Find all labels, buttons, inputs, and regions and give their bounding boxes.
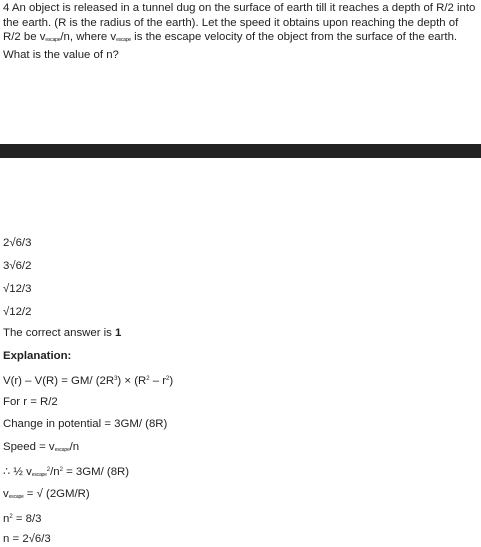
option-1[interactable]: 2√6/3 — [3, 237, 32, 249]
explanation-line-5: ∴ ½ $v_{escape}^2/n^2 = 3GM/$ (8R) — [3, 466, 130, 478]
option-4[interactable]: √12/2 — [3, 306, 32, 318]
question-text: 4 An object is released in a tunnel dug on the surface of earth till it reaches a depth of R/2 into the earth. (R is the radius of the earth). Let the speed it obtains upon reaching the depth of R/2 be $v_{escape}/n$, where $v_{escape}$ is the escape velocity of the object from the surface of the earth. What is the value of n? — [3, 2, 476, 61]
explanation-heading: Explanation: — [3, 350, 72, 362]
explanation-line-4: Speed = $v_{escape}/n$ — [3, 441, 80, 453]
explanation-line-2: For r = R/2 — [3, 396, 58, 408]
subscript-escape: escape — [116, 37, 132, 44]
divider-bar — [0, 144, 481, 158]
answer-value: 1 — [115, 327, 122, 339]
option-3[interactable]: √12/3 — [3, 283, 32, 295]
correct-answer: The correct answer is 1 — [3, 327, 122, 339]
explanation-line-1: V(r) – V(R) = GM/ $(2R^3) \times (R^2 - r^2)$ — [3, 375, 174, 387]
explanation-line-8: n = 2√6/3 — [3, 533, 51, 545]
option-2[interactable]: 3√6/2 — [3, 260, 32, 272]
subscript-escape: escape — [45, 37, 61, 44]
explanation-line-6: $v_{escape}$ = √ (2GM/R) — [3, 488, 90, 500]
explanation-line-3: Change in potential = 3GM/ (8R) — [3, 418, 168, 430]
explanation-line-7: $n^2 = 8/3$ — [3, 513, 42, 525]
